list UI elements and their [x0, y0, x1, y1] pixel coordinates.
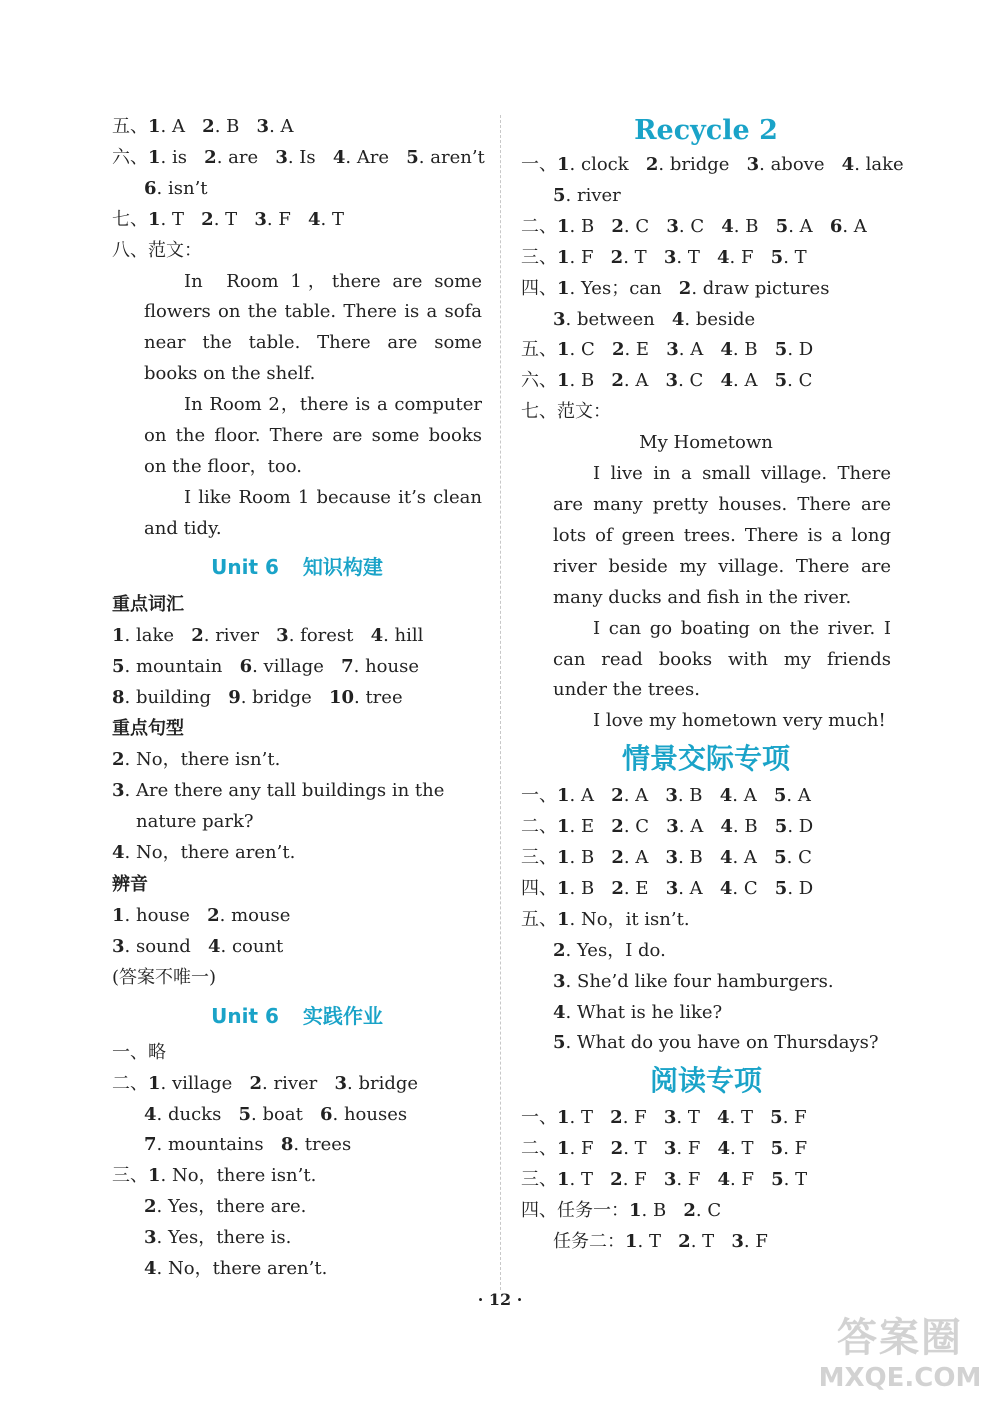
sentence-3: 3. Are there any tall buildings in the	[112, 780, 445, 802]
situ-section-5-item-4: 4. What is he like?	[553, 1001, 723, 1023]
column-divider	[500, 115, 501, 1290]
situational-communication-title: 情景交际专项	[621, 742, 790, 776]
situ-section-2: 二、1. E 2. C 3. A 4. B 5. D	[521, 816, 814, 838]
sentence-3-cont: nature park?	[136, 811, 254, 833]
sentence-4: 4. No，there aren’t.	[112, 842, 296, 864]
recycle-section-2: 二、1. B 2. C 3. C 4. B 5. A 6. A	[521, 215, 867, 237]
recycle-section-5: 五、1. C 2. E 3. A 4. B 5. D	[521, 339, 814, 361]
section-6-answers: 六、1. is 2. are 3. Is 4. Are 5. aren’t	[112, 146, 485, 168]
key-sentences-heading: 重点句型	[112, 718, 184, 740]
homework-1: 一、略	[112, 1041, 166, 1063]
unit-6-knowledge-title: Unit 6 知识构建	[211, 554, 383, 579]
reading-section-1: 一、1. T 2. F 3. T 4. T 5. F	[521, 1107, 807, 1129]
reading-section-2: 二、1. F 2. T 3. F 4. T 5. F	[521, 1138, 808, 1160]
homework-3-item-1: 三、1. No，there isn’t.	[112, 1165, 317, 1187]
phonics-row-1: 1. house 2. mouse	[112, 905, 291, 927]
recycle-section-1-cont: 5. river	[553, 184, 621, 206]
hometown-paragraph-1: I live in a small village. There are many pretty houses. There are lots of green trees. There is a long river beside my village. There are many ducks and fish in the river.	[553, 463, 891, 608]
situ-section-5-item-3: 3. She’d like four hamburgers.	[553, 970, 834, 992]
watermark-top-text: 答案圈	[837, 1315, 963, 1361]
recycle-section-4-cont: 3. between 4. beside	[553, 308, 756, 330]
recycle-section-6: 六、1. B 2. A 3. C 4. A 5. C	[521, 370, 813, 392]
watermark-bottom-text: MXQE.COM	[818, 1363, 982, 1393]
essay-title: My Hometown	[639, 432, 773, 454]
section-6-answers-cont: 6. isn’t	[144, 177, 208, 199]
vocab-row-3: 8. building 9. bridge 10. tree	[112, 686, 403, 708]
model-essay-paragraph-3: I like Room 1 because it’s clean and tidy.	[144, 486, 482, 539]
page-number: · 12 ·	[477, 1290, 523, 1309]
recycle-2-title: Recycle 2	[634, 115, 778, 146]
reading-section-3: 三、1. T 2. F 3. F 4. F 5. T	[521, 1169, 808, 1191]
homework-3-item-2: 2. Yes，there are.	[144, 1196, 307, 1218]
phonics-row-2: 3. sound 4. count	[112, 935, 284, 957]
recycle-section-1: 一、1. clock 2. bridge 3. above 4. lake	[521, 154, 904, 175]
recycle-section-7-label: 七、范文：	[521, 401, 611, 423]
recycle-section-3: 三、1. F 2. T 3. T 4. F 5. T	[521, 246, 807, 268]
left-column	[112, 112, 485, 1285]
right-column	[521, 112, 904, 1258]
vocab-row-1: 1. lake 2. river 3. forest 4. hill	[112, 624, 424, 646]
situ-section-1: 一、1. A 2. A 3. B 4. A 5. A	[521, 785, 811, 807]
model-essay-paragraph-1: In Room 1，there are some flowers on the table. There is a sofa near the table. There are some books on the shelf.	[144, 270, 482, 385]
reading-section-4-task-1: 四、任务一：1. B 2. C	[521, 1200, 722, 1222]
recycle-section-4: 四、1. Yes；can 2. draw pictures	[521, 277, 830, 299]
vocab-row-2: 5. mountain 6. village 7. house	[112, 655, 419, 677]
reading-section-4-task-2: 任务二：1. T 2. T 3. F	[553, 1231, 768, 1252]
section-8-label: 八、范文：	[112, 239, 202, 261]
watermark-logo	[810, 1313, 990, 1405]
hometown-paragraph-3: I love my hometown very much!	[593, 710, 886, 732]
situ-section-4: 四、1. B 2. E 3. A 4. C 5. D	[521, 877, 814, 899]
homework-2-row-3: 7. mountains 8. trees	[144, 1134, 352, 1156]
reading-title: 阅读专项	[649, 1064, 762, 1098]
key-vocabulary-heading: 重点词汇	[112, 593, 184, 615]
phonics-heading: 辨音	[112, 874, 148, 896]
situ-section-5-item-1: 五、1. No，it isn’t.	[521, 908, 690, 930]
homework-2-row-2: 4. ducks 5. boat 6. houses	[144, 1103, 408, 1125]
homework-3-item-4: 4. No，there aren’t.	[144, 1258, 328, 1280]
model-essay-paragraph-2: In Room 2，there is a computer on the floor. There are some books on the floor，too.	[144, 394, 482, 477]
situ-section-5-item-2: 2. Yes，I do.	[553, 939, 666, 961]
situ-section-3: 三、1. B 2. A 3. B 4. A 5. C	[521, 847, 812, 869]
homework-3-item-3: 3. Yes，there is.	[144, 1227, 292, 1249]
unit-6-practice-title: Unit 6 实践作业	[211, 1003, 383, 1028]
sentence-2: 2. No，there isn’t.	[112, 749, 281, 771]
homework-2-row-1: 二、1. village 2. river 3. bridge	[112, 1072, 419, 1094]
hometown-paragraph-2: I can go boating on the river. I can read books with my friends under the trees.	[553, 617, 891, 701]
section-5-answers: 五、1. A 2. B 3. A	[112, 116, 294, 137]
situ-section-5-item-5: 5. What do you have on Thursdays?	[553, 1032, 879, 1054]
section-7-answers: 七、1. T 2. T 3. F 4. T	[112, 208, 344, 230]
phonics-note: (答案不唯一)	[112, 966, 217, 988]
